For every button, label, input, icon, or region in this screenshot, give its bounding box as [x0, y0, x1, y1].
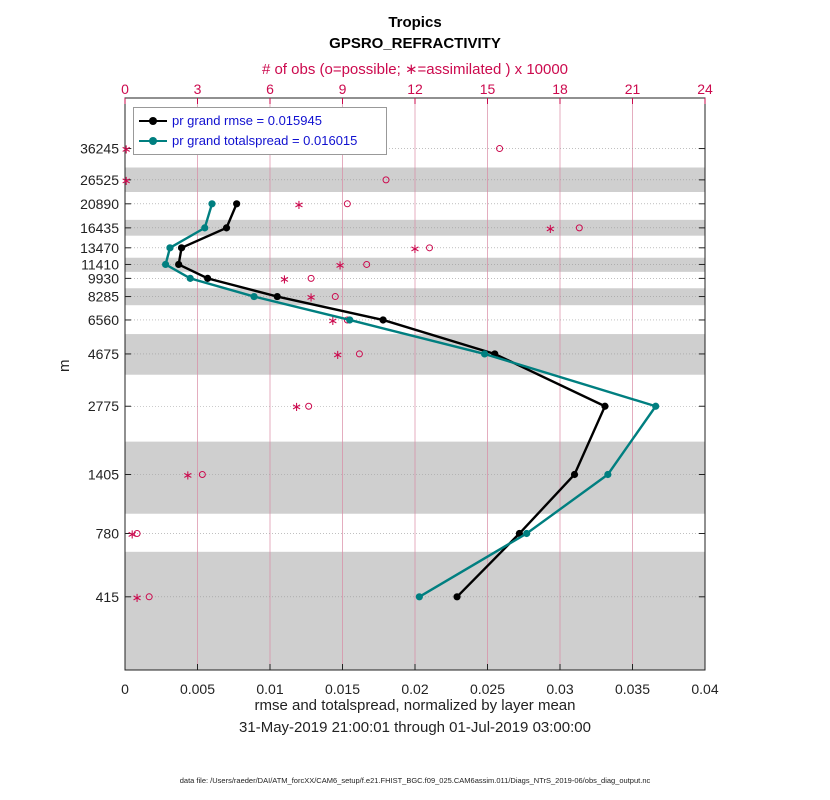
series-point-rmse [178, 244, 185, 251]
series-point-totalspread [523, 530, 530, 537]
obs-assimilated-marker: ∗ [409, 241, 421, 257]
x-tick-label: 0.015 [324, 681, 361, 697]
series-point-totalspread [416, 593, 423, 600]
series-point-totalspread [208, 200, 215, 207]
legend-marker-rmse [149, 117, 157, 125]
y-tick-label: 2775 [87, 398, 119, 415]
data-file-note: data file: /Users/raeder/DAI/ATM_forcXX/CAM6_setup/f.e21.FHIST_BGC.f09_025.CAM6assim.011/Diags_NTrS_2019-06/obs_diag_output.nc [179, 776, 651, 785]
series-point-totalspread [652, 403, 659, 410]
top-tick-label: 15 [479, 81, 496, 97]
y-tick-label: 11410 [81, 256, 119, 273]
series-point-rmse [175, 261, 182, 268]
y-tick-label: 6560 [87, 311, 119, 328]
y-tick-label: 13470 [80, 239, 119, 256]
obs-assimilated-marker: ∗ [279, 272, 290, 288]
x-tick-label: 0.03 [546, 681, 574, 697]
series-point-rmse [601, 403, 608, 410]
legend-marker-totalspread [149, 137, 157, 145]
y-tick-label: 36245 [80, 140, 119, 157]
obs-assimilated-marker: ∗ [120, 142, 132, 158]
top-tick-label: 21 [624, 81, 641, 97]
chart-title-region: Tropics [388, 14, 442, 31]
series-point-totalspread [187, 275, 194, 282]
series-point-rmse [571, 471, 578, 478]
top-tick-label: 3 [193, 81, 202, 97]
legend-label-rmse: pr grand rmse = 0.015945 [172, 113, 322, 128]
top-tick-label: 0 [121, 81, 129, 97]
obs-assimilated-marker: ∗ [327, 313, 339, 329]
top-axis-label: # of obs (o=possible; ∗=assimilated ) x 10000 [261, 61, 569, 78]
series-point-totalspread [162, 261, 169, 268]
top-tick-label: 18 [552, 81, 568, 97]
x-tick-label: 0.035 [614, 681, 651, 697]
series-point-totalspread [481, 350, 488, 357]
x-tick-label: 0.04 [691, 681, 719, 697]
x-tick-label: 0 [121, 681, 129, 697]
x-axis-label: rmse and totalspread, normalized by layer mean [254, 697, 576, 714]
series-point-totalspread [346, 316, 353, 323]
obs-assimilated-marker: ∗ [293, 197, 305, 213]
obs-assimilated-marker: ∗ [291, 400, 303, 416]
y-tick-label: 780 [95, 525, 119, 542]
series-point-totalspread [166, 244, 173, 251]
x-tick-label: 0.025 [469, 681, 506, 697]
series-point-rmse [453, 593, 460, 600]
obs-assimilated-marker: ∗ [182, 468, 194, 484]
series-point-rmse [274, 293, 281, 300]
obs-assimilated-marker: ∗ [334, 258, 346, 274]
obs-assimilated-marker: ∗ [131, 590, 143, 606]
obs-assimilated-marker: ∗ [305, 290, 317, 306]
x-tick-label: 0.01 [256, 681, 284, 697]
y-axis-label: m [56, 359, 73, 372]
y-tick-label: 20890 [80, 195, 119, 212]
y-tick-label: 4675 [87, 345, 119, 362]
y-tick-label: 8285 [87, 288, 119, 305]
top-tick-label: 6 [266, 81, 274, 97]
legend [133, 107, 387, 155]
obs-assimilated-marker: ∗ [332, 347, 344, 363]
legend-item-totalspread [134, 131, 386, 151]
series-point-rmse [204, 275, 211, 282]
top-tick-label: 9 [338, 81, 347, 97]
y-tick-label: 1405 [87, 466, 119, 483]
series-point-totalspread [604, 471, 611, 478]
obs-assimilated-marker: ∗ [126, 527, 138, 543]
x-tick-label: 0.02 [401, 681, 429, 697]
y-tick-label: 415 [95, 588, 119, 605]
chart-title-variable: GPSRO_REFRACTIVITY [329, 35, 501, 52]
series-point-rmse [380, 316, 387, 323]
legend-item-rmse [134, 111, 386, 131]
series-point-totalspread [250, 293, 257, 300]
y-tick-label: 26525 [80, 171, 119, 188]
x-tick-label: 0.005 [179, 681, 216, 697]
y-tick-label: 16435 [80, 219, 119, 236]
legend-label-totalspread: pr grand totalspread = 0.016015 [172, 133, 358, 148]
obs-assimilated-marker: ∗ [544, 221, 556, 237]
series-point-rmse [233, 200, 240, 207]
series-point-totalspread [201, 224, 208, 231]
y-tick-label: 9930 [87, 270, 119, 287]
top-tick-label: 24 [697, 81, 713, 97]
obs-assimilated-marker: ∗ [120, 173, 132, 189]
date-range: 31-May-2019 21:00:01 through 01-Jul-2019 03:00:00 [239, 719, 591, 736]
series-point-rmse [223, 224, 230, 231]
top-tick-label: 12 [407, 81, 423, 97]
